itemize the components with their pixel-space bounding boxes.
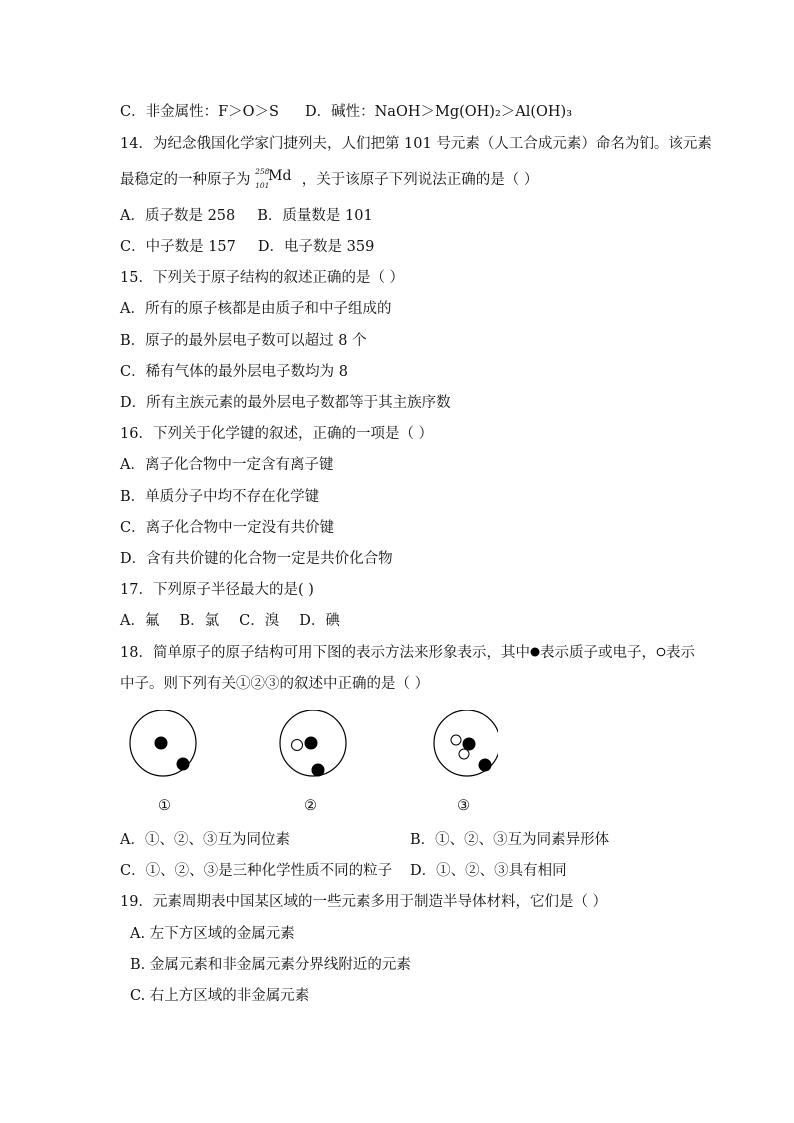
diagram-label-3: ③ xyxy=(457,798,470,814)
q18-stem-line2: 中子。则下列有关①②③的叙述中正确的是（ ） xyxy=(120,676,430,692)
q18-option-a: A．①、②、③互为同位素 xyxy=(120,832,290,848)
q14-stem-line2 xyxy=(120,166,538,190)
q17-stem: 17．下列原子半径最大的是( ) xyxy=(120,582,314,598)
q14-options-ab xyxy=(120,206,373,226)
atom-3-neutron-1 xyxy=(451,735,461,745)
filled-circle-icon xyxy=(530,646,540,658)
isotope-symbol: Md xyxy=(268,168,292,184)
diagram-label-2: ② xyxy=(304,798,317,814)
q14-option-c: C．中子数是 157 xyxy=(120,239,236,255)
q14-stem-prefix: 最稳定的一种原子为 xyxy=(120,172,251,188)
q13-option-d: D．碱性：NaOH＞Mg(OH)₂＞Al(OH)₃ xyxy=(304,104,573,120)
q16-option-c: C．离子化合物中一定没有共价键 xyxy=(120,520,335,536)
q15-option-d: D．所有主族元素的最外层电子数都等于其主族序数 xyxy=(120,395,451,411)
q19-option-c: C. 右上方区域的非金属元素 xyxy=(130,988,310,1004)
q19-option-b: B. 金属元素和非金属元素分界线附近的元素 xyxy=(130,957,411,973)
q16-option-a: A．离子化合物中一定含有离子键 xyxy=(120,457,334,473)
atom-2-neutron xyxy=(292,740,303,751)
q17-option-d: D．碘 xyxy=(299,613,340,629)
q18-stem-part3: 表示 xyxy=(665,645,695,661)
q15-stem: 15．下列关于原子结构的叙述正确的是（ ） xyxy=(120,270,405,286)
q16-option-d: D．含有共价键的化合物一定是共价化合物 xyxy=(120,551,393,567)
q17-option-b: B．氯 xyxy=(179,613,220,629)
q18-option-b: B．①、②、③互为同素异形体 xyxy=(410,832,610,848)
atom-2-proton xyxy=(305,737,318,750)
q14-option-d: D．电子数是 359 xyxy=(257,239,375,255)
atom-2-electron xyxy=(312,764,325,777)
q14-options-cd xyxy=(120,237,374,257)
q13-option-c: C．非金属性：F＞O＞S xyxy=(120,104,279,120)
q17-options xyxy=(120,611,340,631)
q14-stem-line1: 14．为纪念俄国化学家门捷列夫，人们把第 101 号元素（人工合成元素）命名为钔。该元素 xyxy=(120,136,712,152)
q18-option-d: D．①、②、③具有相同 xyxy=(410,863,567,879)
atom-diagram-1 xyxy=(130,710,196,776)
q17-option-c: C．溴 xyxy=(239,613,280,629)
q17-option-a: A．氟 xyxy=(120,613,160,629)
isotope-atomic-number: 101 xyxy=(255,181,270,190)
q15-option-c: C．稀有气体的最外层电子数均为 8 xyxy=(120,364,348,380)
atom-diagram-2 xyxy=(280,710,346,777)
q14-option-a: A．质子数是 258 xyxy=(120,208,236,224)
isotope-notation xyxy=(255,166,297,190)
atom-1-electron xyxy=(177,758,190,771)
atom-3-electron xyxy=(479,759,492,772)
q19-stem: 19．元素周期表中国某区域的一些元素多用于制造半导体材料，它们是（ ） xyxy=(120,894,608,910)
hollow-circle-icon xyxy=(656,646,666,658)
q16-stem: 16．下列关于化学键的叙述，正确的一项是（ ） xyxy=(120,426,434,442)
q18-stem-part1: 18．简单原子的原子结构可用下图的表示方法来形象表示，其中 xyxy=(120,645,530,661)
atom-diagram-3 xyxy=(434,710,498,776)
q19-option-a: A. 左下方区域的金属元素 xyxy=(130,926,295,942)
q14-stem-suffix: ，关于该原子下列说法正确的是（ ） xyxy=(301,172,539,188)
q16-option-b: B．单质分子中均不存在化学键 xyxy=(120,489,320,505)
q18-option-c: C．①、②、③是三种化学性质不同的粒子 xyxy=(120,863,393,879)
q15-option-a: A．所有的原子核都是由质子和中子组成的 xyxy=(120,301,392,317)
q14-option-b: B．质量数是 101 xyxy=(257,208,373,224)
q15-option-b: B．原子的最外层电子数可以超过 8 个 xyxy=(120,333,367,349)
q18-stem-part2: 表示质子或电子， xyxy=(539,645,656,661)
q13-options xyxy=(120,102,572,122)
diagram-label-1: ① xyxy=(158,798,171,814)
atom-1-proton xyxy=(155,737,168,750)
q18-stem-line1 xyxy=(120,643,695,663)
atom-3-neutron-2 xyxy=(459,749,469,759)
isotope-mass-number: 258 xyxy=(255,167,270,176)
